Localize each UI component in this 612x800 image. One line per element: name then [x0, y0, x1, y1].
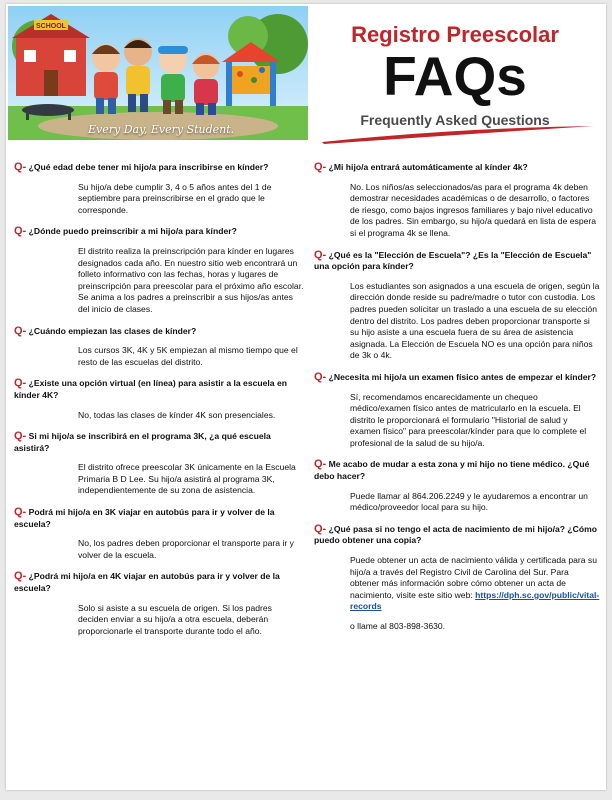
faq-answer: Los estudiantes son asignados a una escuela de origen, según la dirección donde reside su padre/madre o tutor con custodia. Los padres pueden solicitar un traslado a una escuela de su elección dentro del distrito. Los padres deben proporcionar transporte si su hijo asiste a una escuela fuera de su área de asistencia asignada. La Elección de Escuela NO es una opción para niños de 3k o 4k. — [350, 280, 600, 361]
faq-answer — [350, 555, 600, 613]
q-marker: Q- — [314, 522, 327, 535]
q-marker: Q- — [314, 248, 327, 261]
question-text: ¿Qué edad debe tener mi hijo/a para inscribirse en kínder? — [28, 162, 269, 172]
question-text: ¿Qué pasa si no tengo el acta de nacimiento de mi hijo/a? ¿Cómo puedo obtener una copia? — [314, 523, 597, 546]
q-marker: Q- — [14, 161, 27, 173]
question-text: ¿Existe una opción virtual (en línea) para asistir a la escuela en kínder 4K? — [14, 378, 288, 400]
vital-records-link[interactable]: https://dph.sc.gov/public/vital-records — [350, 589, 600, 612]
question-text: Podrá mi hijo/a en 3K viajar en autobús para ir y volver de la escuela? — [14, 507, 275, 529]
question-text: ¿Necesita mi hijo/a un examen físico antes de empezar el kínder? — [328, 371, 597, 382]
faq-item — [14, 571, 304, 637]
faq-question — [14, 326, 304, 338]
q-marker: Q- — [14, 324, 27, 337]
banner-illustration — [8, 6, 308, 140]
q-marker: Q- — [314, 161, 327, 173]
faq-item — [314, 250, 600, 362]
q-marker: Q- — [14, 225, 27, 238]
red-swoosh-divider — [318, 122, 598, 144]
faq-question — [14, 571, 304, 594]
phone-alternative: o llame al 803-898-3630. — [350, 621, 446, 631]
question-text: ¿Dónde puedo preinscribir a mi hijo/a para kínder? — [28, 226, 237, 237]
faq-question — [314, 250, 600, 273]
answer-text: Puede obtener un acta de nacimiento válida y certificada para su hijo/a a través del Registro Civil de Carolina del Sur. Para obtener más información sobre cómo obtener un acta de nacimiento, visite este sitio web: — [350, 555, 597, 600]
faq-question — [314, 524, 600, 547]
faq-answer: Sí, recomendamos encarecidamente un chequeo médico/examen físico antes de matricularlo en la escuela. El distrito le proporcionará el formulario "Historial de salud y examen físico" para preescolar/kínder para que lo complete el profesional de la salud de su hijo/a. — [350, 391, 587, 448]
q-marker: Q- — [314, 370, 327, 383]
faq-item — [14, 162, 304, 216]
faq-right-column — [314, 162, 600, 643]
faq-answer: Puede llamar al 864.206.2249 y le ayudaremos a encontrar un médico/proveedor local para su hijo. — [350, 490, 588, 513]
faq-question — [14, 162, 304, 174]
faq-answer: Solo si asiste a su escuela de origen. Si los padres deciden enviar a su hijo/a a otra escuela, deberán proporcionarle el transporte durante todo el año. — [78, 602, 272, 636]
faq-question — [314, 372, 600, 384]
faq-item — [14, 326, 304, 369]
faq-answer: Los cursos 3K, 4K y 5K empiezan al mismo tiempo que el resto de las escuelas del distrito. — [78, 345, 298, 367]
title-faqs: FAQs — [383, 45, 527, 107]
q-marker: Q- — [14, 506, 27, 519]
faq-question — [14, 507, 304, 530]
question-text: ¿Podrá mi hijo/a en 4K viajar en autobús para ir y volver de la escuela? — [14, 571, 280, 594]
faq-item — [314, 459, 600, 513]
faq-left-column — [14, 162, 304, 647]
faq-question — [14, 378, 304, 401]
faq-item — [314, 524, 600, 633]
faq-question — [14, 431, 304, 454]
faq-item — [314, 372, 600, 450]
faq-answer: No. Los niños/as seleccionados/as para el programa 4k deben demostrar necesidades académicas o de desarrollo, o factores de riesgo, como bajos ingresos familiares y bajo nivel educativo de los padres. Sin embargo, su hijo/a quedará en lista de espera si el programa 4k se llena. — [350, 181, 597, 238]
faq-answer: No, los padres deben proporcionar el transporte para ir y volver de la escuela. — [78, 538, 294, 560]
faq-item — [14, 507, 304, 561]
banner-slogan: Every Day, Every Student. — [88, 123, 235, 136]
faq-answer: El distrito ofrece preescolar 3K únicamente en la Escuela Primaria B D Lee. Su hijo/a asistirá al programa 3K, independientemente de su zona de asistencia. — [78, 462, 296, 496]
faq-item — [14, 431, 304, 497]
question-text: ¿Qué es la "Elección de Escuela"? ¿Es la "Elección de Escuela" una opción para kínder? — [314, 249, 592, 272]
subtitle: Frequently Asked Questions — [360, 112, 550, 128]
q-marker: Q- — [314, 458, 327, 471]
faq-answer: El distrito realiza la preinscripción para kínder en lugares designados cada año. En nuestro sitio web encontrará un folleto informativo con las fechas, horas y lugares de preinscripción para preescolar para el próximo año escolar. Se anima a los padres a preinscribir a sus hijos/as antes del inicio de clases. — [78, 245, 304, 314]
faq-question — [14, 226, 304, 238]
faq-item — [14, 226, 304, 315]
faq-item — [314, 162, 600, 240]
question-text: ¿Mi hijo/a entrará automáticamente al kínder 4k? — [328, 162, 528, 172]
playground-image — [8, 6, 308, 140]
faq-question — [314, 459, 600, 482]
q-marker: Q- — [14, 430, 27, 443]
faq-question — [314, 162, 600, 174]
school-sign: SCHOOL — [36, 23, 66, 30]
faq-item — [14, 378, 304, 421]
question-text: Me acabo de mudar a esta zona y mi hijo no tiene médico. ¿Qué debo hacer? — [314, 459, 590, 482]
faq-answer: No, todas las clases de kínder 4K son presenciales. — [78, 409, 276, 420]
faq-page — [6, 4, 606, 790]
question-text: ¿Cuándo empiezan las clases de kínder? — [28, 325, 197, 336]
faq-answer: Su hijo/a debe cumplir 3, 4 o 5 años antes del 1 de septiembre para preinscribirse en el grado que le corresponde. — [78, 181, 272, 215]
question-text: Si mi hijo/a se inscribirá en el programa 3K, ¿a qué escuela asistirá? — [14, 431, 271, 453]
q-marker: Q- — [14, 377, 27, 390]
q-marker: Q- — [14, 570, 27, 583]
title-registro: Registro Preescolar — [351, 22, 559, 47]
